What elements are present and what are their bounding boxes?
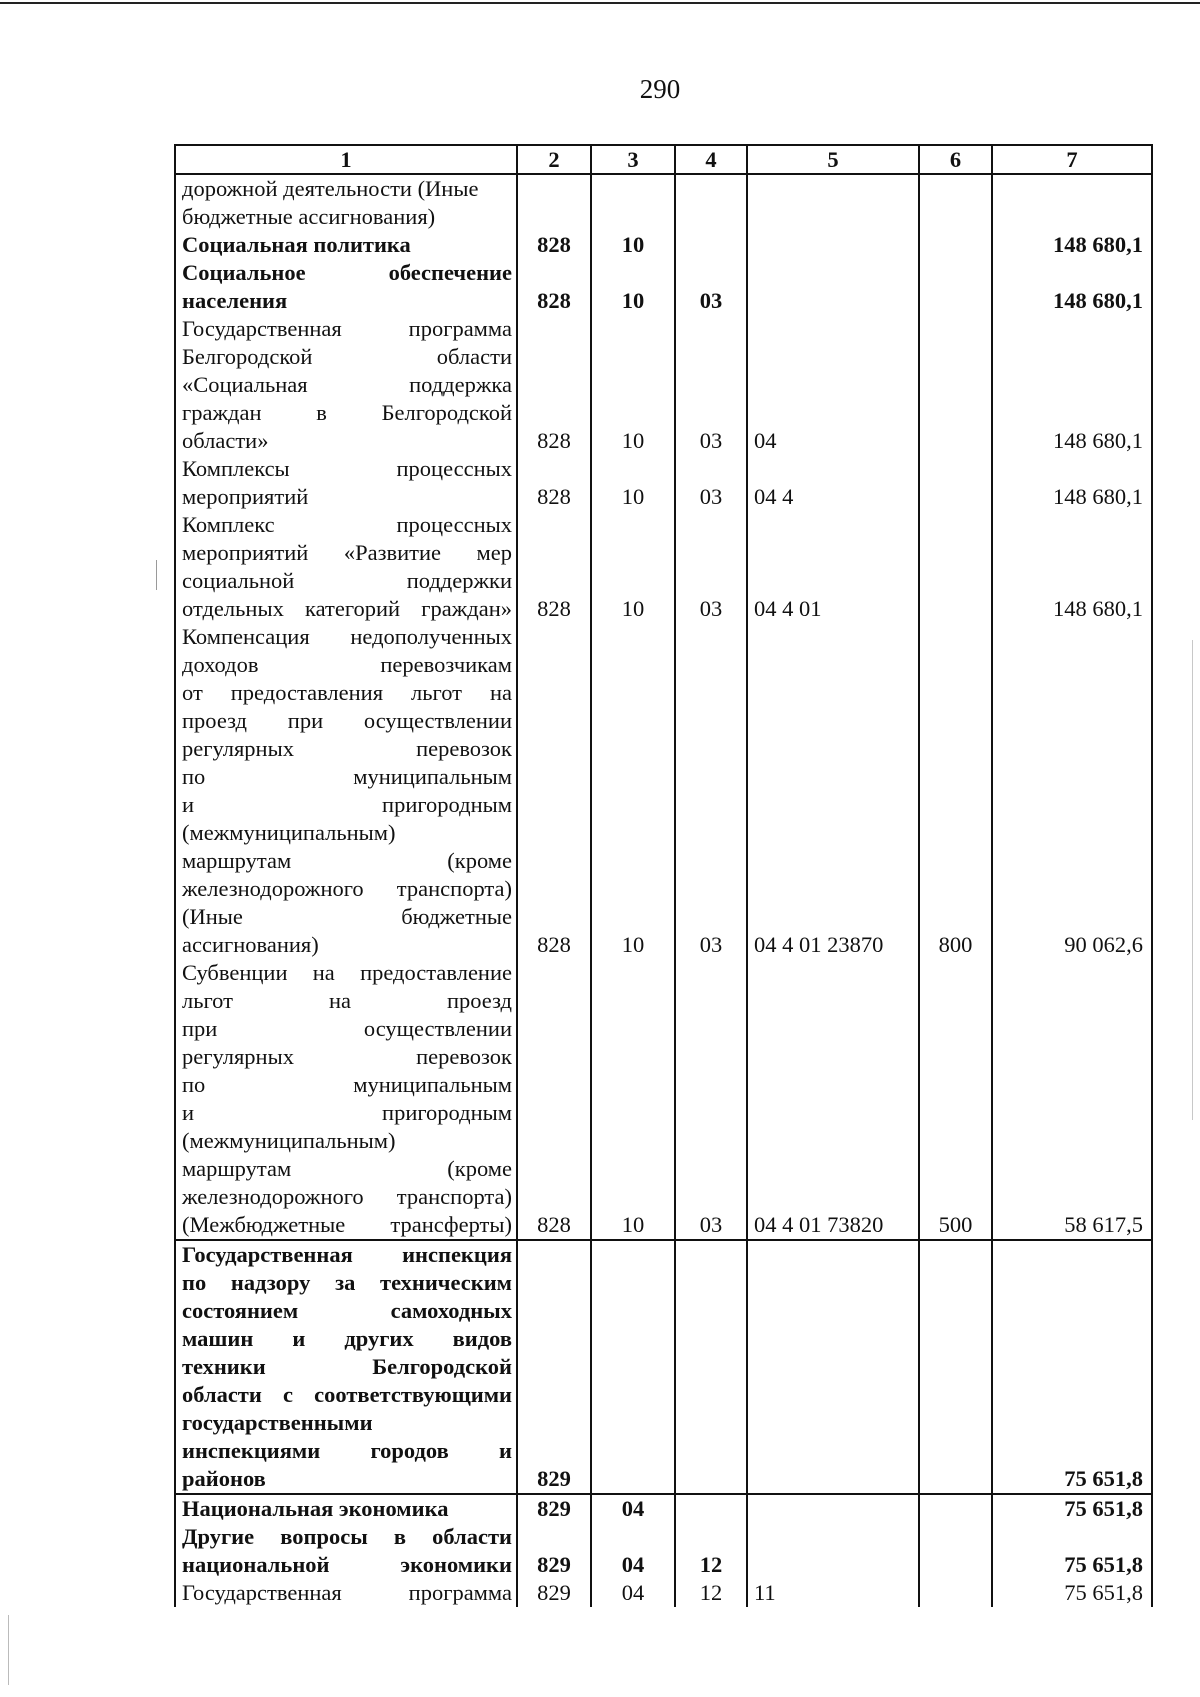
row-col-4-cell: 03 — [675, 315, 747, 455]
row-name-cell: Комплекс процессных мероприятий «Развитие мер социальной поддержки отдельных категорий граждан» — [175, 511, 517, 623]
row-col-7-cell: 148 680,1 — [992, 231, 1152, 259]
table-row — [175, 455, 1152, 511]
header-col-3: 3 — [591, 145, 675, 174]
row-col-6-cell: 800 — [919, 623, 992, 959]
row-col-7-cell: 75 651,8 — [992, 1240, 1152, 1494]
header-col-1: 1 — [175, 145, 517, 174]
table-row — [175, 231, 1152, 259]
table-row — [175, 1523, 1152, 1579]
row-col-2-cell: 828 — [517, 623, 591, 959]
row-col-5-cell — [747, 174, 919, 231]
row-col-5-cell: 04 4 01 23870 — [747, 623, 919, 959]
scan-mark — [8, 1615, 9, 1685]
row-col-7-cell: 58 617,5 — [992, 959, 1152, 1240]
row-col-2-cell: 829 — [517, 1494, 591, 1523]
row-name-cell: Социальное обеспечение населения — [175, 259, 517, 315]
row-col-5-cell — [747, 259, 919, 315]
table-row — [175, 315, 1152, 455]
row-col-6-cell — [919, 174, 992, 231]
row-col-5-cell: 11 — [747, 1579, 919, 1607]
row-col-6-cell — [919, 315, 992, 455]
row-col-5-cell — [747, 1494, 919, 1523]
header-col-2: 2 — [517, 145, 591, 174]
table-row — [175, 959, 1152, 1240]
row-col-5-cell: 04 4 01 — [747, 511, 919, 623]
table-row — [175, 174, 1152, 231]
header-col-7: 7 — [992, 145, 1152, 174]
row-name-cell: Компенсация недополученных доходов перевозчикам от предоставления льгот на проезд при осуществлении регулярных перевозок по муниципальным и пригородным (межмуниципальным) маршрутам (кроме железнодорожного транспорта) (Иные бюджетные ассигнования) — [175, 623, 517, 959]
row-col-5-cell — [747, 231, 919, 259]
header-col-6: 6 — [919, 145, 992, 174]
row-col-7-cell: 75 651,8 — [992, 1494, 1152, 1523]
row-name-cell: Субвенции на предоставление льгот на проезд при осуществлении регулярных перевозок по муниципальным и пригородным (межмуниципальным) маршрутам (кроме железнодорожного транспорта) (Межбюджетные трансферты) — [175, 959, 517, 1240]
row-col-4-cell: 03 — [675, 623, 747, 959]
row-col-4-cell: 03 — [675, 511, 747, 623]
row-col-3-cell: 10 — [591, 511, 675, 623]
row-col-2-cell: 828 — [517, 231, 591, 259]
row-col-2-cell: 828 — [517, 959, 591, 1240]
row-col-7-cell: 75 651,8 — [992, 1523, 1152, 1579]
row-col-3-cell — [591, 1240, 675, 1494]
row-col-6-cell — [919, 231, 992, 259]
table-row — [175, 511, 1152, 623]
row-col-7-cell: 148 680,1 — [992, 511, 1152, 623]
row-col-7-cell — [992, 174, 1152, 231]
row-name-cell: Национальная экономика — [175, 1494, 517, 1523]
row-col-6-cell — [919, 259, 992, 315]
table-row — [175, 1579, 1152, 1607]
row-col-3-cell: 10 — [591, 259, 675, 315]
row-col-2-cell: 828 — [517, 455, 591, 511]
row-col-2-cell: 828 — [517, 511, 591, 623]
row-col-3-cell: 10 — [591, 455, 675, 511]
row-col-3-cell: 10 — [591, 959, 675, 1240]
row-col-7-cell: 90 062,6 — [992, 623, 1152, 959]
row-col-2-cell: 828 — [517, 315, 591, 455]
row-col-4-cell — [675, 1494, 747, 1523]
row-col-5-cell: 04 4 01 73820 — [747, 959, 919, 1240]
row-col-3-cell: 10 — [591, 315, 675, 455]
top-border-line — [0, 2, 1200, 4]
table-row — [175, 623, 1152, 959]
row-name-cell: Другие вопросы в области национальной экономики — [175, 1523, 517, 1579]
row-col-4-cell — [675, 1240, 747, 1494]
row-col-3-cell: 10 — [591, 623, 675, 959]
row-col-3-cell: 04 — [591, 1523, 675, 1579]
header-col-5: 5 — [747, 145, 919, 174]
row-col-4-cell: 03 — [675, 259, 747, 315]
row-col-3-cell: 10 — [591, 231, 675, 259]
row-col-7-cell: 148 680,1 — [992, 315, 1152, 455]
row-col-7-cell: 148 680,1 — [992, 259, 1152, 315]
row-col-4-cell: 03 — [675, 455, 747, 511]
table-row — [175, 1240, 1152, 1494]
row-col-5-cell: 04 4 — [747, 455, 919, 511]
row-col-2-cell: 829 — [517, 1523, 591, 1579]
row-col-4-cell: 03 — [675, 959, 747, 1240]
row-col-7-cell: 148 680,1 — [992, 455, 1152, 511]
row-col-3-cell: 04 — [591, 1579, 675, 1607]
row-col-3-cell — [591, 174, 675, 231]
row-col-6-cell — [919, 511, 992, 623]
row-col-2-cell: 829 — [517, 1579, 591, 1607]
page-number: 290 — [639, 74, 681, 104]
row-col-4-cell: 12 — [675, 1579, 747, 1607]
row-col-4-cell — [675, 231, 747, 259]
table-body — [175, 174, 1152, 1607]
row-col-4-cell — [675, 174, 747, 231]
row-col-6-cell — [919, 1523, 992, 1579]
row-name-cell: Комплексы процессных мероприятий — [175, 455, 517, 511]
row-col-2-cell — [517, 174, 591, 231]
table-row — [175, 1494, 1152, 1523]
row-name-cell: Государственная программа — [175, 1579, 517, 1607]
row-col-6-cell: 500 — [919, 959, 992, 1240]
row-col-5-cell — [747, 1240, 919, 1494]
scan-mark — [1192, 640, 1193, 1120]
row-name-cell: Социальная политика — [175, 231, 517, 259]
row-col-2-cell: 829 — [517, 1240, 591, 1494]
table-row — [175, 259, 1152, 315]
row-col-3-cell: 04 — [591, 1494, 675, 1523]
header-row — [175, 145, 1152, 174]
row-col-2-cell: 828 — [517, 259, 591, 315]
header-col-4: 4 — [675, 145, 747, 174]
row-col-6-cell — [919, 1579, 992, 1607]
row-name-cell: Государственная программа Белгородской области «Социальная поддержка граждан в Белгородской области» — [175, 315, 517, 455]
scan-mark — [156, 560, 157, 590]
row-col-5-cell: 04 — [747, 315, 919, 455]
row-col-6-cell — [919, 455, 992, 511]
row-name-cell: дорожной деятельности (Иные бюджетные ассигнования) — [175, 174, 517, 231]
budget-table — [174, 144, 1153, 1607]
row-col-6-cell — [919, 1494, 992, 1523]
row-col-7-cell: 75 651,8 — [992, 1579, 1152, 1607]
row-col-6-cell — [919, 1240, 992, 1494]
row-col-4-cell: 12 — [675, 1523, 747, 1579]
row-name-cell: Государственная инспекция по надзору за техническим состоянием самоходных машин и других видов техники Белгородской области с соответствующими государственными инспекциями городов и районов — [175, 1240, 517, 1494]
row-col-5-cell — [747, 1523, 919, 1579]
